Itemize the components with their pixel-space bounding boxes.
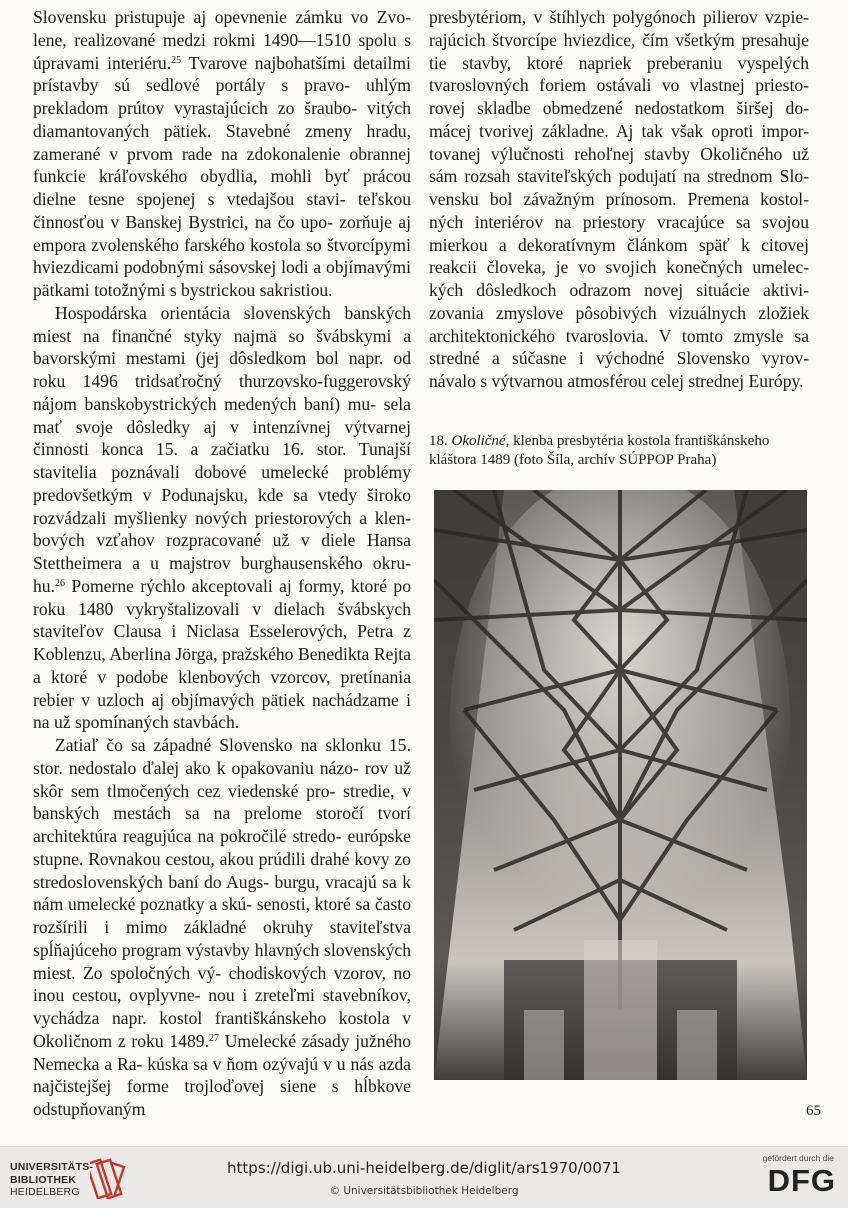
right-text-column [429,6,809,393]
figure-caption-line1: , klenba presbytéria kostola františkánskeho [505,433,770,449]
figure-number: 18. [429,433,448,449]
library-name-line3: HEIDELBERG [10,1186,80,1198]
footnote-ref: 25 [171,54,182,66]
page-number: 65 [806,1103,821,1119]
dfg-logo-text: DFG [767,1163,836,1198]
paragraph-2: Hospodárska orientácia slovenských banských miest na finančné styky najmä so švábskymi a bavorskými mestami (jej dôsledkom bol napr. od roku 1496 tridsaťročný thurzovsko-fuggerovský nájom banskobystrických medených baní) mu- sela mať svoje dôsledky aj v intenzívnej výtvarnej činnosti konca 15. a začiatku 16. stor. Tunajší stavitelia poznávali dobové umelecké problémy predovšetkým v Podunajsku, kde sa vtedy široko rozvádzali myšlienky nových priestorových a klen- bových vzťahov rozpracované už v diele Hansa Stettheimera a u majstrov burghausenského okru- hu.$^{26}$ Pomerne rýchlo akceptovali aj formy, ktoré po roku 1480 vykryštalizovali v dielach švábskych staviteľov Clausa i Niclasa Esselerových, Petra z Koblenzu, Aberlina Jörga, pražského Benedikta Rejta a ktoré v podobe klenbových vzorcov, pretínania rebier v uzloch aj objímavých pätiek nachádzame i na už spomínaných stavbách. [33,302,411,733]
figure-caption-line2: kláštora 1489 (foto Šíla, archív SÚPPOP Praha) [429,452,717,468]
footnote-ref: 26 [55,577,65,589]
permalink-url[interactable]: https://digi.ub.uni-heidelberg.de/diglit/ars1970/0071 [227,1159,621,1177]
viewer-footer [0,1146,848,1208]
footnote-ref: 27 [208,1032,219,1044]
paragraph-continued: presbytériom, v štíhlych polygónoch pilierov vzpie- rajúcich štvorcípe hviezdice, čím všetkým presahuje tie stavby, ktoré napriek preberaniu vyspelých tvaroslovných foriem ostávali vo vlastnej priesto- rovej skladbe obmedzené nedostatkom širšej do- mácej tvorivej základne. Aj tak však oproti impor- tovanej výlučnosti rehoľnej stavby Okoličného už sám rozsah staviteľských podujatí na strednom Slo- vensku bol závažným prínosom. Premena kostol- ných interiérov na priestory vracajúce sa svojou mierkou a dekoratívnym článkom späť k citovej reakcii človeka, je vo svojich konečných umelec- kých dôsledkoch odrazom novej situácie aktivi- zovania zmyslove pôsobivých vizuálnych zložiek architektonického tvaroslovia. V tomto zmysle sa stredné a súčasne i východné Slovensko vyrov- návalo s výtvarnou atmosférou celej strednej Európy. [429,7,809,391]
paragraph-1: Slovensku pristupuje aj opevnenie zámku vo Zvo- lene, realizované medzi rokmi 1490—1510 spolu s úpravami interiéru.$^{25}$ Tvarove najbohatšími detailmi prístavby sú sedlové portály s pravo- uhlým prekladom prútov vyrastajúcich zo šraubo- vitých diamantovaných pätiek. Stavebné zmeny hradu, zamerané v prvom rade na zdokonalenie obrannej funkcie kráľovského obydlia, mohli byť prácou dielne tesne spojenej s vtedajšou stavi- teľskou činnosťou v Banskej Bystrici, na čo upo- zorňuje aj empora zvolenského farského kostola so štvorcípymi hviezdicami podobnými sásovskej lodi a objímavými pätkami totožnými s bystrickou sakristiou. [33,7,411,300]
library-name-line2: BIBLIOTHEK [10,1173,77,1186]
figure-caption [429,432,809,470]
vault-photo [434,490,807,1080]
funded-by-text: gefördert durch die [762,1153,834,1163]
dfg-logo[interactable] [752,1153,838,1203]
paragraph-3: Zatiaľ čo sa západné Slovensko na sklonku 15. stor. nedostalo ďalej ako k opakovaniu názo- rov už skôr sem tlmočených cez viedenské pro- stredie, v banských mestách sa na prelome storočí tvorí architektúra reagujúca na pokročilé stredo- európske stupne. Rovnakou cestou, akou prúdili drahé kovy zo stredoslovenských baní do Augs- burgu, vracajú sa k nám umelecké poznatky a skú- senosti, ktoré sa často rozšírili i mimo základné okruhy staviteľstva spĺňajúceho program výstavby hlavných slovenských miest. Zo spoločných vý- chodiskových vzorov, no inou cestou, ovplyvne- nou i zreteľmi stavebníkov, vychádza napr. kostol františkánskeho kostola v Okoličnom z roku 1489.27 Umelecké zásady južného Nemecka a Ra- kúska sa v ňom ozývajú v u nás azda najčistejšej forme trojloďovej siene s hĺbkove odstupňovaným [33,735,412,1119]
library-name-line1: UNIVERSITÄTS- [10,1161,94,1173]
left-text-column [33,6,411,1121]
copyright-notice: © Universitätsbibliothek Heidelberg [329,1185,519,1197]
vault-photo-icon [434,490,807,1080]
figure-place: Okoličné [451,433,506,449]
